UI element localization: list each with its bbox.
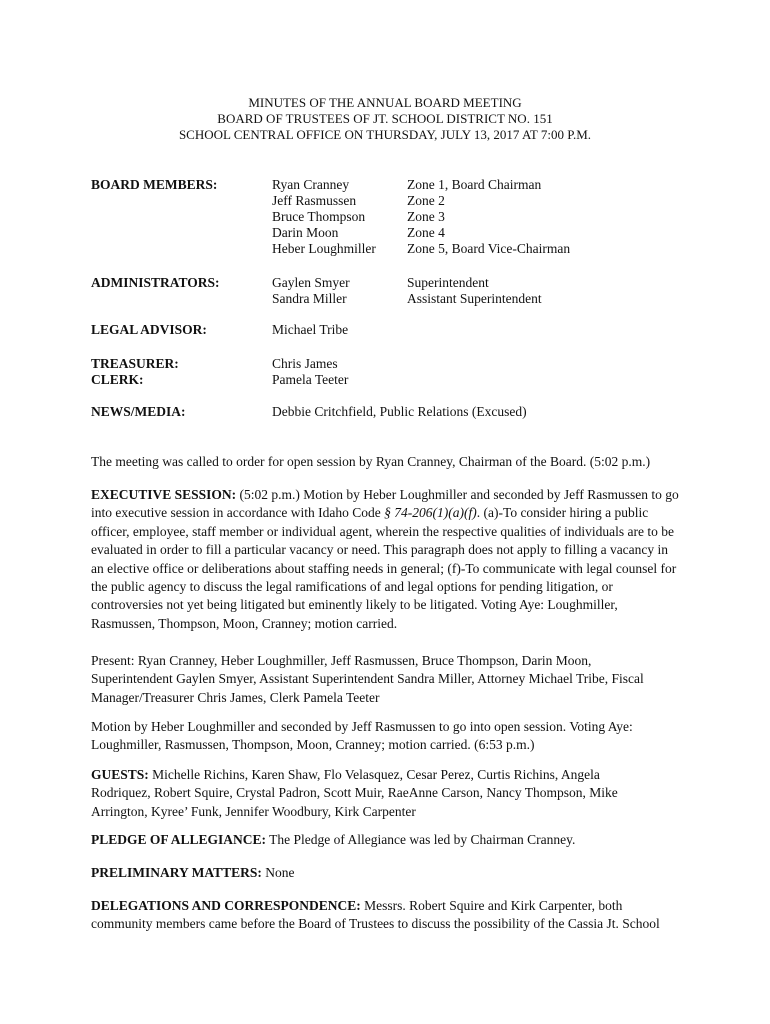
delegations-line-1 [91,897,701,915]
preliminary-paragraph [91,864,701,882]
board-member-name: Darin Moon [272,225,339,240]
board-members-label: BOARD MEMBERS: [91,177,218,192]
administrator-role: Assistant Superintendent [407,291,542,306]
pledge-text: The Pledge of Allegiance was led by Chairman Cranney. [266,832,576,847]
call-to-order-paragraph [91,453,701,471]
preliminary-heading: PRELIMINARY MATTERS: [91,865,262,880]
clerk-name: Pamela Teeter [272,372,349,387]
executive-session-line-4: evaluated in order to fill a particular vacancy or need. This paragraph does not apply to filling a vacancy in [91,542,669,558]
board-member-role: Zone 3 [407,209,445,224]
treasurer-label: TREASURER: [91,356,179,371]
administrators-label: ADMINISTRATORS: [91,275,220,290]
executive-session-text: into executive session in accordance with Idaho Code [91,505,385,521]
open-session-paragraph [91,718,701,755]
board-members-roles [407,177,570,257]
delegations-text: Messrs. Robert Squire and Kirk Carpenter, both [360,898,623,913]
board-member-role: Zone 1, Board Chairman [407,177,542,192]
executive-session-line-7: controversies not yet being litigated but eminently likely to be litigated. Voting Aye: Loughmiller, [91,597,618,613]
executive-session-line-6: the public agency to discuss the legal ramifications of and legal options for pending litigation, or [91,579,613,595]
executive-session-heading: EXECUTIVE SESSION: [91,487,237,502]
board-members-names [272,177,376,257]
administrators-roles [407,275,542,307]
clerk-label: CLERK: [91,372,144,387]
executive-session-line-8: Rasmussen, Thompson, Moon, Cranney; motion carried. [91,615,398,631]
title-line-1: MINUTES OF THE ANNUAL BOARD MEETING [248,95,522,110]
present-line-2: Superintendent Gaylen Smyer, Assistant Superintendent Sandra Miller, Attorney Michael Tribe, Fiscal [91,671,644,687]
present-paragraph [91,652,701,707]
guests-heading: GUESTS: [91,767,149,782]
present-line-3: Manager/Treasurer Chris James, Clerk Pamela Teeter [91,689,380,705]
board-member-role: Zone 5, Board Vice-Chairman [407,241,571,256]
news-media-label: NEWS/MEDIA: [91,404,186,419]
news-media-name: Debbie Critchfield, Public Relations (Excused) [272,404,527,419]
board-member-role: Zone 2 [407,193,445,208]
call-to-order-text: The meeting was called to order for open session by Ryan Cranney, Chairman of the Board. (5:02 p.m.) [91,454,651,469]
administrators-names [272,275,350,307]
executive-session-text: . (a)-To consider hiring a public [476,505,649,521]
legal-advisor-name: Michael Tribe [272,322,349,337]
delegations-heading: DELEGATIONS AND CORRESPONDENCE: [91,898,361,913]
pledge-paragraph [91,831,701,849]
board-member-name: Bruce Thompson [272,209,366,224]
idaho-code-citation: § 74-206(1)(a)(f) [384,505,477,521]
legal-advisor-label: LEGAL ADVISOR: [91,322,207,337]
board-member-role: Zone 4 [407,225,445,240]
delegations-paragraph [91,897,701,934]
guests-line-1 [91,766,701,784]
guests-line-3: Arrington, Kyree’ Funk, Jennifer Woodbury, Kirk Carpenter [91,803,416,819]
preliminary-text: None [261,865,295,880]
board-member-name: Jeff Rasmussen [272,193,357,208]
title-line-2: BOARD OF TRUSTEES OF JT. SCHOOL DISTRICT NO. 151 [217,111,553,126]
title-line-3: SCHOOL CENTRAL OFFICE ON THURSDAY, JULY 13, 2017 AT 7:00 P.M. [178,127,592,142]
executive-session-line-3: officer, employee, staff member or individual agent, wherein the respective qualities of individuals are to be [91,523,675,539]
administrator-name: Sandra Miller [272,291,347,306]
executive-session-line-5: an elective office or deliberations about staffing needs in general; (f)-To communicate with legal counsel for [91,560,677,576]
executive-session-line-2 [91,504,701,522]
preliminary-line [91,864,701,882]
board-member-name: Heber Loughmiller [272,241,376,256]
treasurer-name: Chris James [272,356,338,371]
present-line-1: Present: Ryan Cranney, Heber Loughmiller, Jeff Rasmussen, Bruce Thompson, Darin Moon, [91,653,592,668]
open-session-line-2: Loughmiller, Rasmussen, Thompson, Moon, Cranney; motion carried. (6:53 p.m.) [91,737,535,753]
administrator-role: Superintendent [407,275,489,290]
administrator-name: Gaylen Smyer [272,275,350,290]
executive-session-text: (5:02 p.m.) Motion by Heber Loughmiller and seconded by Jeff Rasmussen to go [236,487,679,502]
delegations-line-2: community members came before the Board of Trustees to discuss the possibility of the Cassia Jt. School [91,916,660,932]
pledge-line [91,831,701,849]
guests-text: Michelle Richins, Karen Shaw, Flo Velasquez, Cesar Perez, Curtis Richins, Angela [148,767,600,782]
executive-session-paragraph [91,486,701,633]
guests-line-2: Rodriquez, Robert Squire, Crystal Padron, Scott Muir, RaeAnne Carson, Nancy Thompson, Mike [91,785,618,801]
pledge-heading: PLEDGE OF ALLEGIANCE: [91,832,267,847]
guests-paragraph [91,766,701,821]
board-member-name: Ryan Cranney [272,177,350,192]
executive-session-line-1 [91,486,701,504]
open-session-line-1: Motion by Heber Loughmiller and seconded by Jeff Rasmussen to go into open session. Voting Aye: [91,719,633,734]
